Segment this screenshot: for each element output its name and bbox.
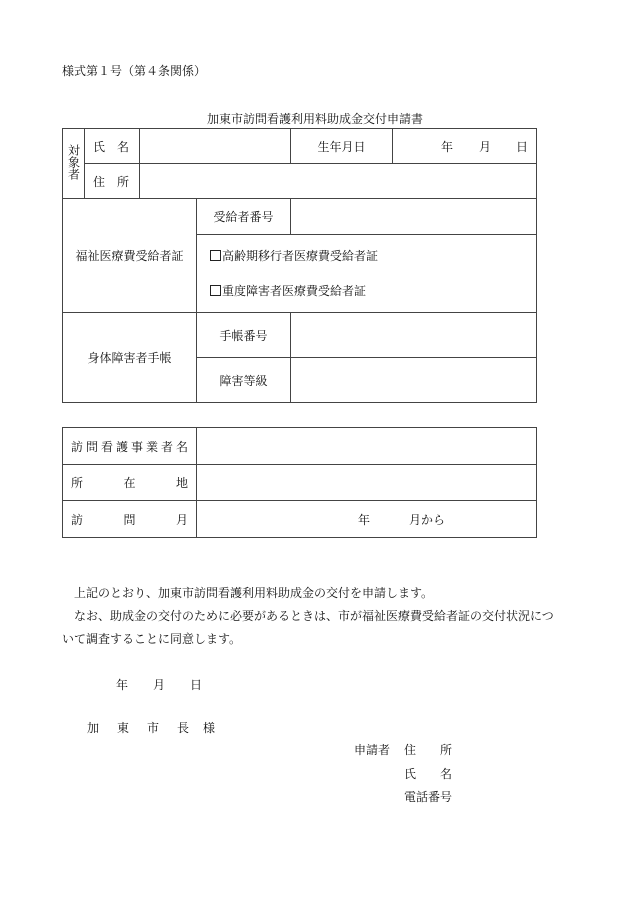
provider-label: 訪問看護事業者名 bbox=[71, 439, 192, 454]
visit-month-from: 月から bbox=[409, 513, 446, 527]
disability-cert-checkbox[interactable] bbox=[210, 285, 221, 296]
form-title bbox=[0, 110, 630, 127]
subject-label-cell bbox=[63, 129, 85, 199]
addressee-char-1: 加 bbox=[87, 721, 100, 735]
elderly-cert-checkbox[interactable] bbox=[210, 250, 221, 261]
cert-type-cell bbox=[197, 235, 537, 313]
form-number: 様式第１号（第４条関係） bbox=[62, 64, 207, 78]
visit-month-label bbox=[63, 511, 196, 528]
handbook-number-label-cell bbox=[197, 313, 291, 358]
visit-month-field[interactable] bbox=[197, 501, 537, 538]
recipient-number-field[interactable] bbox=[291, 199, 537, 235]
recipient-number-label-cell bbox=[197, 199, 291, 235]
visit-year: 年 bbox=[358, 513, 371, 527]
provider-label-cell bbox=[63, 428, 197, 465]
disability-handbook-label: 身体障害者手帳 bbox=[87, 351, 172, 365]
statement-line-1: 上記のとおり、加東市訪問看護利用料助成金の交付を申請します。 bbox=[74, 586, 434, 600]
addressee-char-2: 東 bbox=[117, 721, 130, 735]
provider-field[interactable] bbox=[197, 428, 537, 465]
addressee bbox=[87, 719, 207, 736]
location-char-1: 所 bbox=[71, 476, 84, 490]
visit-month-char-1: 訪 bbox=[71, 512, 84, 527]
location-label-cell bbox=[63, 465, 197, 501]
date-year: 年 bbox=[116, 678, 129, 692]
birthdate-month: 月 bbox=[479, 140, 492, 154]
addressee-char-4: 長 bbox=[177, 721, 190, 735]
addressee-char-3: 市 bbox=[147, 721, 160, 735]
address-label-cell bbox=[85, 164, 140, 199]
elderly-cert-option[interactable] bbox=[210, 239, 536, 274]
location-field[interactable] bbox=[197, 465, 537, 501]
birthdate-day: 日 bbox=[516, 140, 529, 154]
disability-grade-label: 障害等級 bbox=[219, 373, 268, 388]
visit-month-char-3: 月 bbox=[175, 512, 188, 527]
applicant-label: 申請者 bbox=[354, 743, 391, 757]
applicant-phone-label: 電話番号 bbox=[404, 790, 453, 804]
handbook-number-field[interactable] bbox=[291, 313, 537, 358]
location-char-3: 地 bbox=[175, 476, 188, 490]
subject-label: 対象者 bbox=[66, 144, 81, 180]
birthdate-field[interactable] bbox=[393, 129, 537, 164]
handbook-number-label: 手帳番号 bbox=[219, 328, 268, 343]
date-day: 日 bbox=[190, 678, 203, 692]
location-label bbox=[63, 474, 196, 491]
welfare-cert-label: 福祉医療費受給者証 bbox=[75, 249, 184, 263]
addressee-honorific: 様 bbox=[203, 721, 216, 735]
disability-cert-option[interactable] bbox=[210, 274, 536, 309]
visit-month-label-cell bbox=[63, 501, 197, 538]
elderly-cert-label: 高齢期移行者医療費受給者証 bbox=[222, 248, 379, 263]
disability-handbook-label-cell bbox=[63, 313, 197, 403]
location-char-2: 在 bbox=[123, 476, 136, 490]
welfare-cert-label-cell bbox=[63, 199, 197, 313]
statement-line-3: いて調査することに同意します。 bbox=[62, 632, 242, 646]
recipient-number-label: 受給者番号 bbox=[213, 210, 274, 224]
disability-cert-label: 重度障害者医療費受給者証 bbox=[222, 283, 367, 298]
visit-month-char-2: 問 bbox=[123, 512, 136, 527]
address-field[interactable] bbox=[140, 164, 537, 199]
birthdate-year: 年 bbox=[441, 140, 454, 154]
statement-line-2: なお、助成金の交付のために必要があるときは、市が福祉医療費受給者証の交付状況につ bbox=[74, 609, 554, 623]
disability-grade-field[interactable] bbox=[291, 358, 537, 403]
applicant-name-label: 氏 名 bbox=[404, 767, 453, 781]
name-label: 氏 名 bbox=[93, 139, 130, 154]
form-title-text: 加東市訪問看護利用料助成金交付申請書 bbox=[206, 112, 423, 126]
birthdate-label-cell bbox=[291, 129, 393, 164]
applicant-table bbox=[62, 128, 537, 403]
date-month: 月 bbox=[153, 678, 166, 692]
birthdate-label: 生年月日 bbox=[317, 139, 366, 154]
disability-grade-label-cell bbox=[197, 358, 291, 403]
name-label-cell bbox=[85, 129, 140, 164]
applicant-address-label: 住 所 bbox=[404, 743, 453, 757]
address-label: 住 所 bbox=[93, 174, 130, 189]
name-field[interactable] bbox=[140, 129, 291, 164]
nursing-table bbox=[62, 427, 537, 538]
